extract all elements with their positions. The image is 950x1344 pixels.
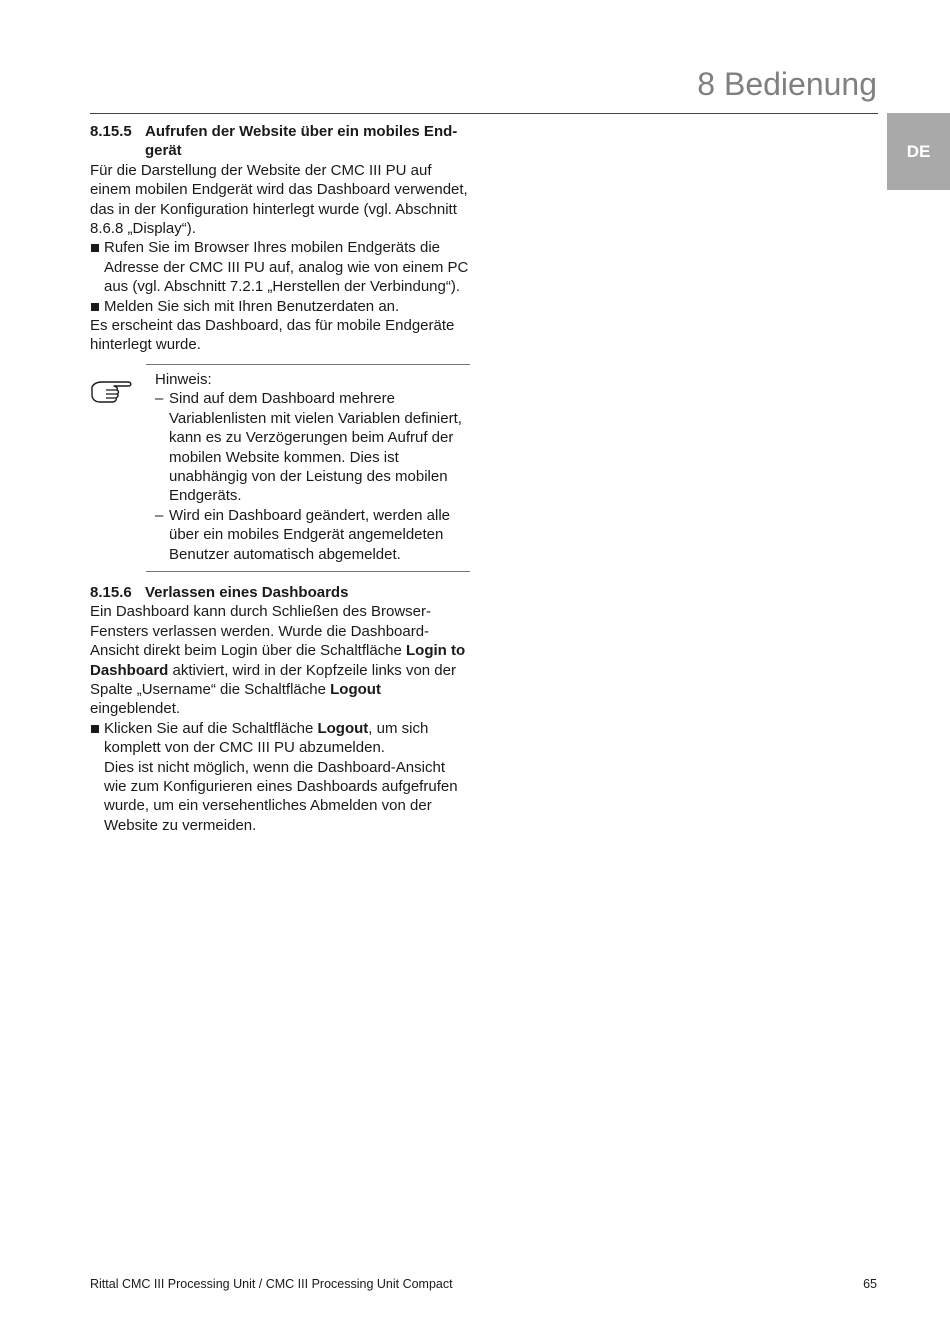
section-heading-8-15-6 <box>90 583 470 602</box>
section-paragraph <box>90 602 470 718</box>
text-run: , um sich komplett von der CMC III PU abzumelden. <box>104 719 429 757</box>
pointing-hand-icon <box>88 375 134 405</box>
list-item <box>90 719 470 835</box>
section-title: Aufrufen der Website über ein mobiles Endgerät <box>145 123 458 160</box>
note-box <box>146 364 470 572</box>
language-tab: DE <box>887 113 950 190</box>
button-name-login-to-dashboard: Login to Dashboard <box>90 642 466 679</box>
section-number: 8.15.6 <box>90 583 132 601</box>
section-result: Es erscheint das Dashboard, das für mobile Endgeräte hinterlegt wurde. <box>90 317 455 354</box>
section-title: Verlassen eines Dashboards <box>145 583 349 601</box>
text-run: Ein Dashboard kann durch Schließen des Browser-Fensters verlassen werden. Wurde die Dashboard-Ansicht direkt beim Login über die Schaltfläche <box>90 603 432 660</box>
button-name-logout: Logout <box>317 719 369 737</box>
footer-product: Rittal CMC III Processing Unit / CMC III Processing Unit Compact <box>90 1277 453 1291</box>
note-item: – Sind auf dem Dashboard mehrere Variablenlisten mit vielen Variablen definiert, kann es zu Verzögerungen beim Aufruf der mobilen Website kommen. Dies ist unabhängig von der Leistung des mobilen Endgeräts. <box>155 389 470 505</box>
chapter-title: 8 Bedienung <box>697 66 877 102</box>
list-item-text <box>104 719 470 758</box>
section-intro: Für die Darstellung der Website der CMC III PU auf einem mobilen Endgerät wird das Dashboard verwendet, das in der Konfiguration hinterlegt wurde (vgl. Abschnitt 8.6.8 „Display“). <box>90 161 468 238</box>
page-number: 65 <box>863 1277 877 1291</box>
button-name-logout: Logout <box>330 680 381 698</box>
note-label: Hinweis: <box>155 370 212 388</box>
section-number: 8.15.5 <box>90 123 132 140</box>
note-item: – Wird ein Dashboard geändert, werden alle über ein mobiles Endgerät angemeldeten Benutzer automatisch abgemeldet. <box>155 506 470 564</box>
section-heading-8-15-5 <box>90 122 470 161</box>
list-item-note: Dies ist nicht möglich, wenn die Dashboard-Ansicht wie zum Konfigurieren eines Dashboards aufgefrufen wurde, um ein versehentliches Abmelden von der Website zu vermeiden. <box>104 758 458 834</box>
list-item: Melden Sie sich mit Ihren Benutzerdaten an. <box>90 297 470 316</box>
header-divider <box>90 113 878 114</box>
text-run: eingeblendet. <box>90 700 181 718</box>
text-run: Klicken Sie auf die Schaltfläche <box>104 719 318 737</box>
list-item: Rufen Sie im Browser Ihres mobilen Endgeräts die Adresse der CMC III PU auf, analog wie von einem PC aus (vgl. Abschnitt 7.2.1 „Herstellen der Verbindung“). <box>90 238 470 296</box>
text-run: aktiviert, wird in der Kopfzeile links von der Spalte „Username“ die Schaltfläche <box>90 661 456 698</box>
main-column <box>90 122 470 835</box>
